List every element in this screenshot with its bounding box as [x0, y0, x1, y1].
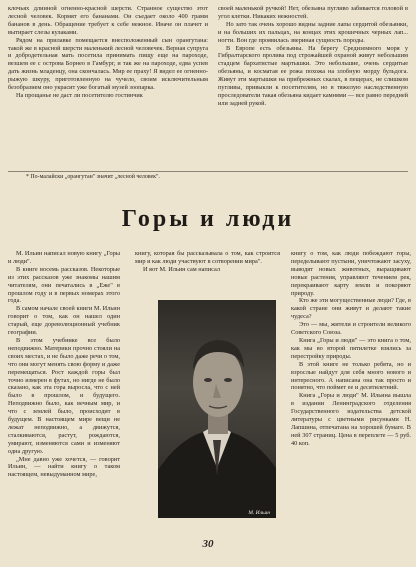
paragraph: книгу, которая бы рассказывала о том, как строится мир и как люди участвуют в сотворении мира".	[135, 250, 280, 265]
page-number: 30	[202, 538, 214, 550]
paragraph: На прощанье не даст ли посетителю гостинчик	[16, 91, 143, 99]
article-left-column	[8, 250, 120, 548]
paragraph: Книга „Горы и люди" — это книга о том, как мы во второй пятилетке взялись за перестройку природы.	[291, 336, 411, 360]
paragraph: „Мне давно уже хочется, — говорит Ильин, — найти книгу о таком настоящем, невыдуманном мире,	[8, 455, 120, 479]
paragraph: Книга „Горы и люди" М. Ильина вышла в издании Ленинградского отделения Государственного издательства детской литературы с цветными рисунками Н. Лапшина, отпечатана на хорошей бумаге. В ней 307 страниц. Цена в переплете — 5 руб. 40 коп.	[291, 392, 411, 447]
paragraph: М. Ильин написал новую книгу „Горы и люди".	[8, 250, 120, 265]
paragraph: В Европе есть обезьяны. На берегу Средиземного моря у Гибралтарского пролива под строжайшей охраной живут небольшим стадцем бархатистые мартышки. Это небольшие, очень сердитые обезьяны, и косматая ее рожа похожа на злобную морду бульдога. Живут эти мартышки на прибрежных скалах, в пещерах, не слишком пугливы, привыкли к посетителям, но в тяжелую наследственную проследователи такая обезьяна кидает камнями — все равно передней или задней рукой.	[218, 44, 408, 107]
upper-right-column	[218, 5, 408, 168]
paragraph: Но зато так очень хорошо видны задние лапы сердитой обезьянки, и на больших их пальцах, на концах этих крошечных черных лап... ногти. Вон где проявилась звериная сущность породы.	[218, 20, 408, 44]
footnote	[8, 171, 408, 181]
paragraph: В самом начале своей книги М. Ильин говорит о том, как он нашел один старый, еще дореволюционный учебник географии.	[8, 305, 120, 337]
paragraph: своей маленькой ручкой! Нет, обезьяна пугливо забивается головой в угол клетки. Никаких нежностей.	[218, 5, 408, 20]
paragraph: клочьях длинной огненно-красной шерсти. Странное существо этот лесной человек. Кормят его бананами. Он съедает около 400 грамм бананов в день. Обращение требует к себе нежное. Иначе он плачет и вытирает слезы кулаками.	[8, 5, 208, 36]
portrait-illustration	[158, 300, 276, 518]
paragraph: И вот М. Ильин сам написал	[143, 265, 220, 273]
article-right-column	[291, 250, 411, 548]
paragraph: Кто же эти могущественные люди? Где, в какой стране они живут и делают такие чудеса?	[291, 297, 411, 321]
photo-caption: М. Ильин	[248, 510, 270, 516]
footnote-text: * По-малайски „орангутан" значит „лесной человек".	[26, 174, 160, 180]
paragraph: книгу о том, как люди побеждают горы, переделывают пустыни, уничтожают засуху, выводят новых животных, выращивают новые растения, управляют течением рек, перекраивают карту земли и покоряют природу.	[291, 250, 411, 297]
paragraph: Это — мы, жители и строители великого Советского Союза.	[291, 321, 411, 337]
upper-left-column	[8, 5, 208, 167]
article-middle-column	[135, 250, 280, 298]
paragraph: В этом учебнике все было неподвижно. Материки прочно стояли на своих местах, и не было даже речи о том, что они могут менять свою форму и даже перемещаться. Рост каждой горы был точно измерен в футах, но нигде не было сказано, как эта гора выросла, что с ней было в прошлом, и будущего. Неподвижно было, как вечным мир, и что с землей было, происходит в будущем. В настоящем мире вещи не лежат неподвижно, а движутся, сталкиваются, растут, рождаются, умирают, изменяются сами и изменяют одна другую.	[8, 336, 120, 455]
paragraph: В книге восемь рассказов. Некоторые из этих рассказов уже знакомы нашим читателям, они печатались в „Еже" в прошлом году и в первых номерах этого года.	[8, 265, 120, 305]
paragraph: Рядом на прилавке помещается внесположенный сын орангутана: такой же в красной шерсти маленький лесной человечек. Верная супруга и добродетельная мать посетила принимать пищу еще на пароходе, везшем ее с острова Борнео в Гамбург, и так же на пароходе, едва успев дать жизнь младенцу, она скончалась. Мир ее праху! Я видел ее огненно-рыжую шкуру, приготовленную на чучело, своим исключительным безобразием оно украсит уже богатый музей зоопарка.	[8, 36, 208, 92]
paragraph: В этой книге не только ребята, но и взрослые найдут для себя много нового и интересного. А написана она так просто и понятно, что поймет ее и десятилетний.	[291, 360, 411, 392]
article-title: Горы и люди	[121, 206, 295, 232]
author-portrait-photo	[158, 300, 276, 518]
